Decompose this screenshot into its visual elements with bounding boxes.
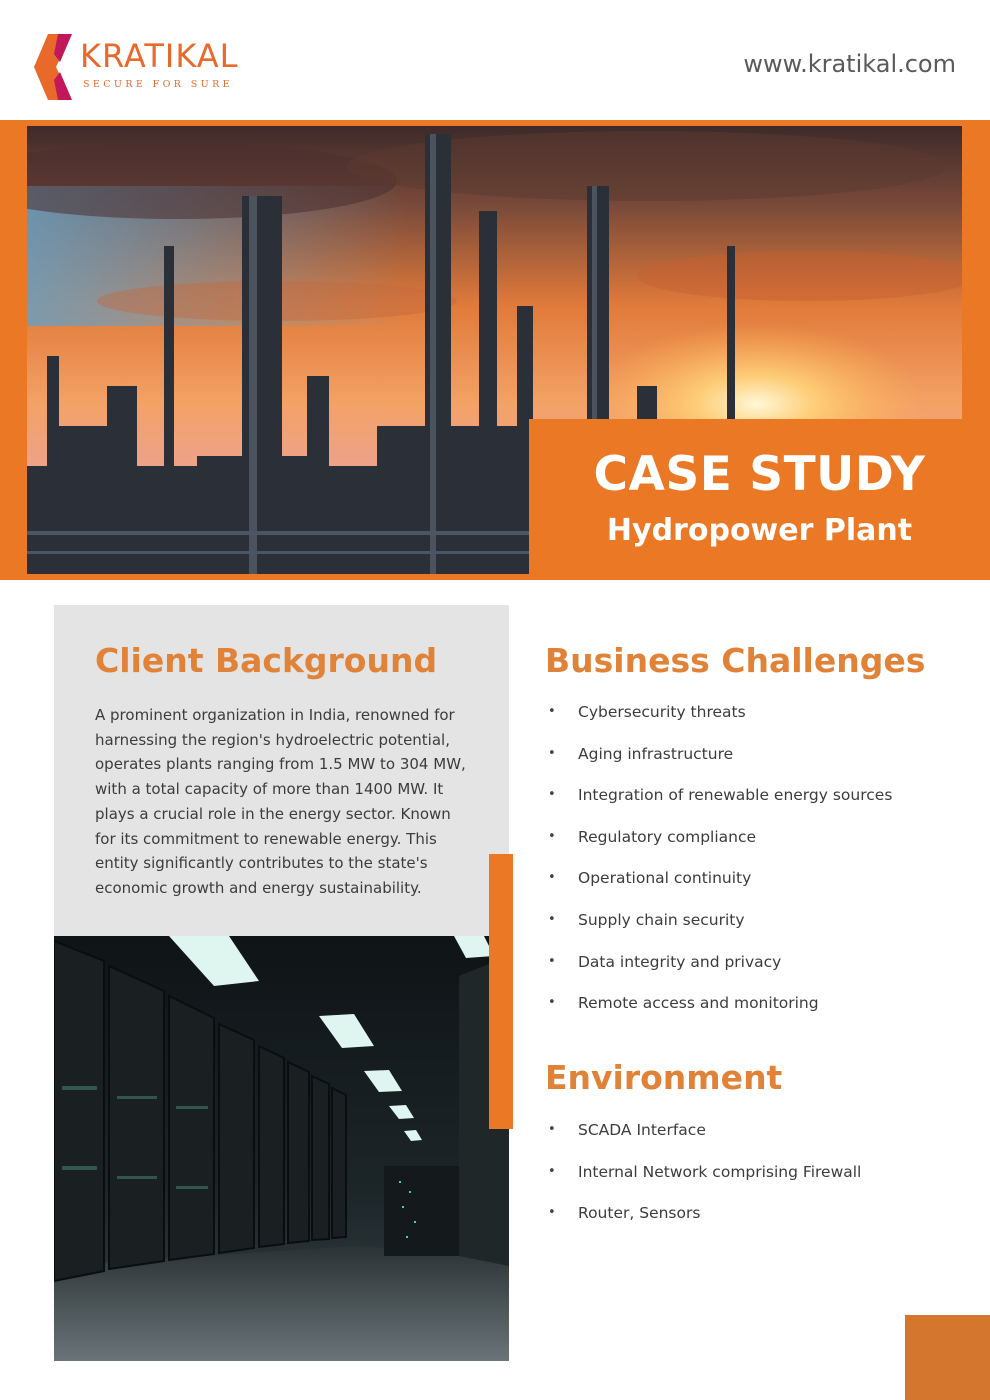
logo-chevron-icon (34, 34, 72, 100)
decorative-corner-block (905, 1315, 990, 1400)
list-item: • Remote access and monitoring (545, 994, 892, 1036)
business-challenges-list (545, 703, 892, 1036)
list-item: • Data integrity and privacy (545, 953, 892, 995)
logo-tagline: SECURE FOR SURE (83, 79, 233, 90)
list-item: • Regulatory compliance (545, 828, 892, 870)
list-item: • Supply chain security (545, 911, 892, 953)
server-room-image (54, 936, 509, 1361)
business-challenges-heading: Business Challenges (545, 641, 926, 680)
environment-list (545, 1121, 861, 1246)
logo-wordmark: KRATIKAL (80, 37, 239, 75)
company-logo (34, 34, 249, 100)
environment-heading: Environment (545, 1058, 783, 1097)
list-item: • Operational continuity (545, 869, 892, 911)
client-background-heading: Client Background (95, 641, 438, 680)
page-title: CASE STUDY (593, 447, 926, 502)
orange-accent-bar (489, 854, 513, 1129)
list-item: • Router, Sensors (545, 1204, 861, 1246)
list-item: • SCADA Interface (545, 1121, 861, 1163)
page-subtitle: Hydropower Plant (606, 513, 913, 548)
list-item: • Cybersecurity threats (545, 703, 892, 745)
list-item: • Integration of renewable energy sources (545, 786, 892, 828)
list-item: • Aging infrastructure (545, 745, 892, 787)
website-link[interactable]: www.kratikal.com (743, 50, 956, 78)
client-background-text: A prominent organization in India, renowned for harnessing the region's hydroelectric potential, operates plants ranging from 1.5 MW to 304 MW, with a total capacity of more than 1400 MW. It plays a crucial role in the energy sector. Known for its commitment to renewable energy. This entity significantly contributes to the state's economic growth and energy sustainability. (95, 706, 466, 897)
list-item: • Internal Network comprising Firewall (545, 1163, 861, 1205)
case-study-title-box (529, 419, 990, 580)
